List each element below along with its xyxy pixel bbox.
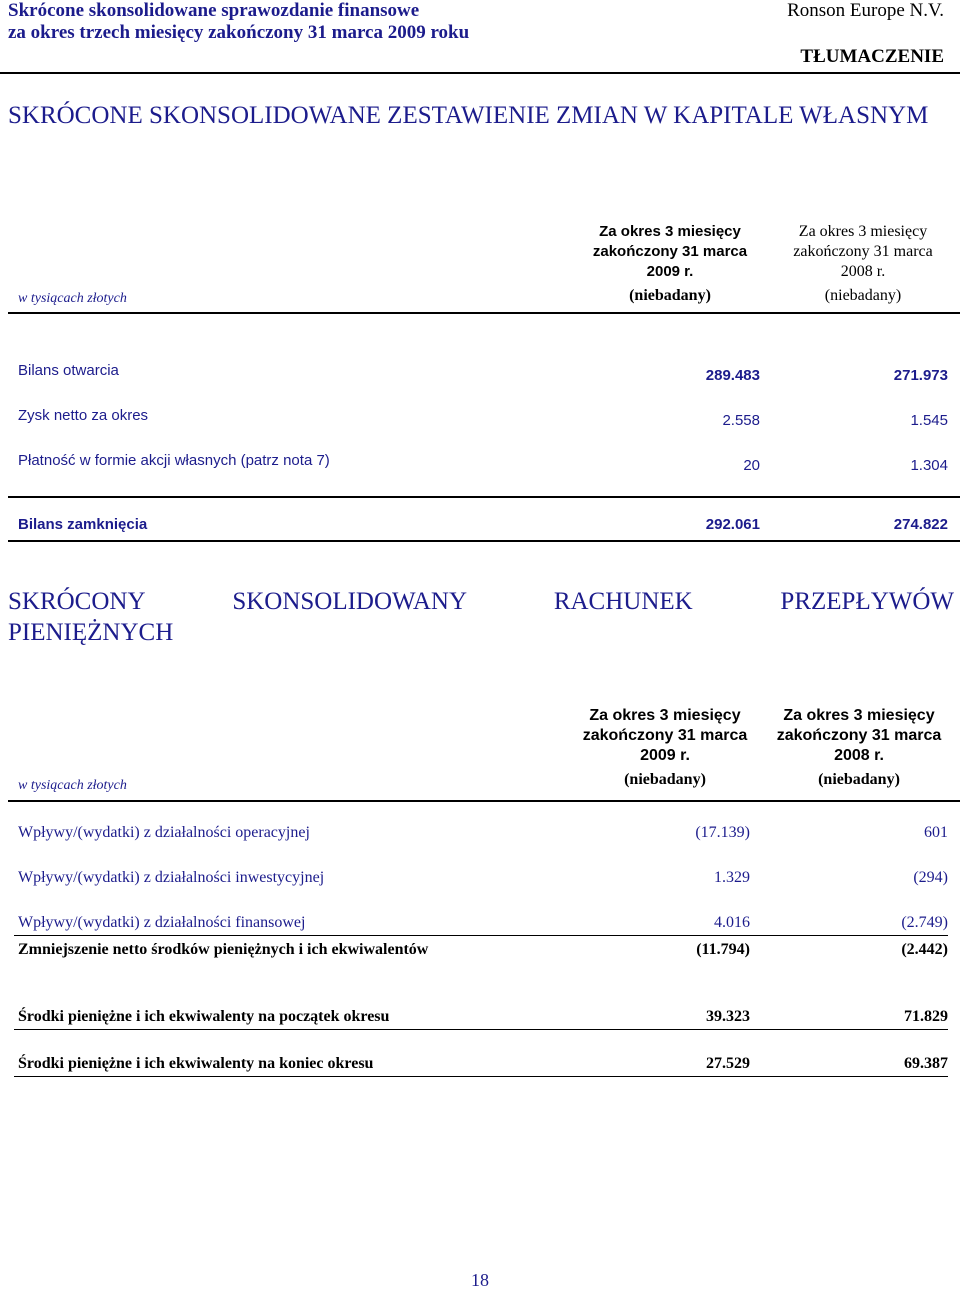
cashflow-row-rule [14,1029,948,1030]
cashflow-row-value-2009: (11.794) [696,941,750,958]
equity-row-label: Płatność w formie akcji własnych (patrz nota 7) [18,452,330,469]
cashflow-subtotal-rule [14,935,948,936]
cashflow-row-value-2008: (2.442) [901,941,948,958]
equity-row-label: Zysk netto za okres [18,407,149,424]
cashflow-title-word: SKONSOLIDOWANY [232,588,467,615]
cashflow-title-word: PRZEPŁYWÓW [780,588,955,615]
col-header-line3: 2009 r. [646,263,694,280]
cashflow-bottom-rule [14,1076,948,1077]
equity-row-value-2009: 20 [743,457,760,474]
cashflow-title-line1 [8,586,954,617]
col-header-line3: 2008 r. [840,263,886,280]
page-number: 18 [471,1270,489,1290]
col-header-line1: Za okres 3 miesięcy [783,707,935,724]
cashflow-col-2009-header [570,706,760,790]
equity-col-2009-header [575,222,765,306]
cashflow-row-value-2008: 601 [924,824,948,841]
equity-bottom-rule [8,540,960,542]
cashflow-header-rule [8,800,960,802]
cashflow-col-2008-header [764,706,954,790]
cashflow-row-label: Środki pieniężne i ich ekwiwalenty na początek okresu [18,1008,390,1025]
cashflow-row-value-2009: 4.016 [714,914,750,931]
equity-section-title: SKRÓCONE SKONSOLIDOWANE ZESTAWIENIE ZMIAN W KAPITALE WŁASNYM [8,102,929,129]
equity-total-rule [8,496,960,498]
document-header-title [8,0,469,44]
col-header-line2: zakończony 31 marca [592,243,748,260]
cashflow-title-word: RACHUNEK [553,588,693,615]
equity-unit-label: w tysiącach złotych [18,291,127,306]
col-header-line2: zakończony 31 marca [582,727,748,744]
col-header-line2: zakończony 31 marca [776,727,942,744]
header-title-line1: Skrócone skonsolidowane sprawozdanie finansowe [8,0,420,21]
cashflow-row-label: Wpływy/(wydatki) z działalności operacyjnej [18,824,310,841]
equity-row-value-2008: 274.822 [893,516,948,533]
equity-row-label: Bilans otwarcia [18,362,119,379]
col-header-status: (niebadany) [818,771,900,788]
cashflow-row-value-2008: 71.829 [904,1008,948,1025]
col-header-line3: 2009 r. [640,747,690,764]
cashflow-row-label: Wpływy/(wydatki) z działalności finansowej [18,914,306,931]
cashflow-row-label: Wpływy/(wydatki) z działalności inwestycyjnej [18,869,325,886]
col-header-line1: Za okres 3 miesięcy [599,223,741,240]
translation-label: TŁUMACZENIE [800,46,944,67]
col-header-line3: 2008 r. [834,747,884,764]
equity-col-2008-header [768,222,958,306]
col-header-status: (niebadany) [629,287,711,304]
col-header-line1: Za okres 3 miesięcy [798,223,928,240]
col-header-status: (niebadany) [824,287,902,304]
cashflow-unit-label: w tysiącach złotych [18,778,127,793]
equity-row-label: Bilans zamknięcia [18,516,148,533]
equity-row-value-2009: 292.061 [705,516,760,533]
cashflow-row-label: Środki pieniężne i ich ekwiwalenty na koniec okresu [18,1055,374,1072]
equity-row-value-2008: 1.304 [910,457,948,474]
cashflow-title-line2: PIENIĘŻNYCH [8,619,174,646]
cashflow-row-value-2009: 39.323 [706,1008,750,1025]
col-header-status: (niebadany) [624,771,706,788]
cashflow-row-value-2008: (294) [913,869,948,886]
company-name: Ronson Europe N.V. [787,0,944,21]
cashflow-section-title [8,586,954,648]
cashflow-row-value-2008: (2.749) [901,914,948,931]
header-divider [0,72,960,74]
equity-row-value-2009: 289.483 [705,367,760,384]
header-title-line2: za okres trzech miesięcy zakończony 31 marca 2009 roku [8,22,470,43]
col-header-line1: Za okres 3 miesięcy [589,707,741,724]
equity-row-value-2008: 1.545 [910,412,948,429]
cashflow-title-word: SKRÓCONY [8,588,145,615]
cashflow-row-label: Zmniejszenie netto środków pieniężnych i ich ekwiwalentów [18,941,429,958]
cashflow-row-value-2008: 69.387 [904,1055,948,1072]
equity-row-value-2008: 271.973 [893,367,948,384]
col-header-line2: zakończony 31 marca [793,243,933,260]
equity-row-value-2009: 2.558 [722,412,760,429]
cashflow-row-value-2009: 27.529 [706,1055,750,1072]
cashflow-row-value-2009: 1.329 [714,869,750,886]
cashflow-row-value-2009: (17.139) [695,824,750,841]
equity-header-rule [8,312,960,314]
